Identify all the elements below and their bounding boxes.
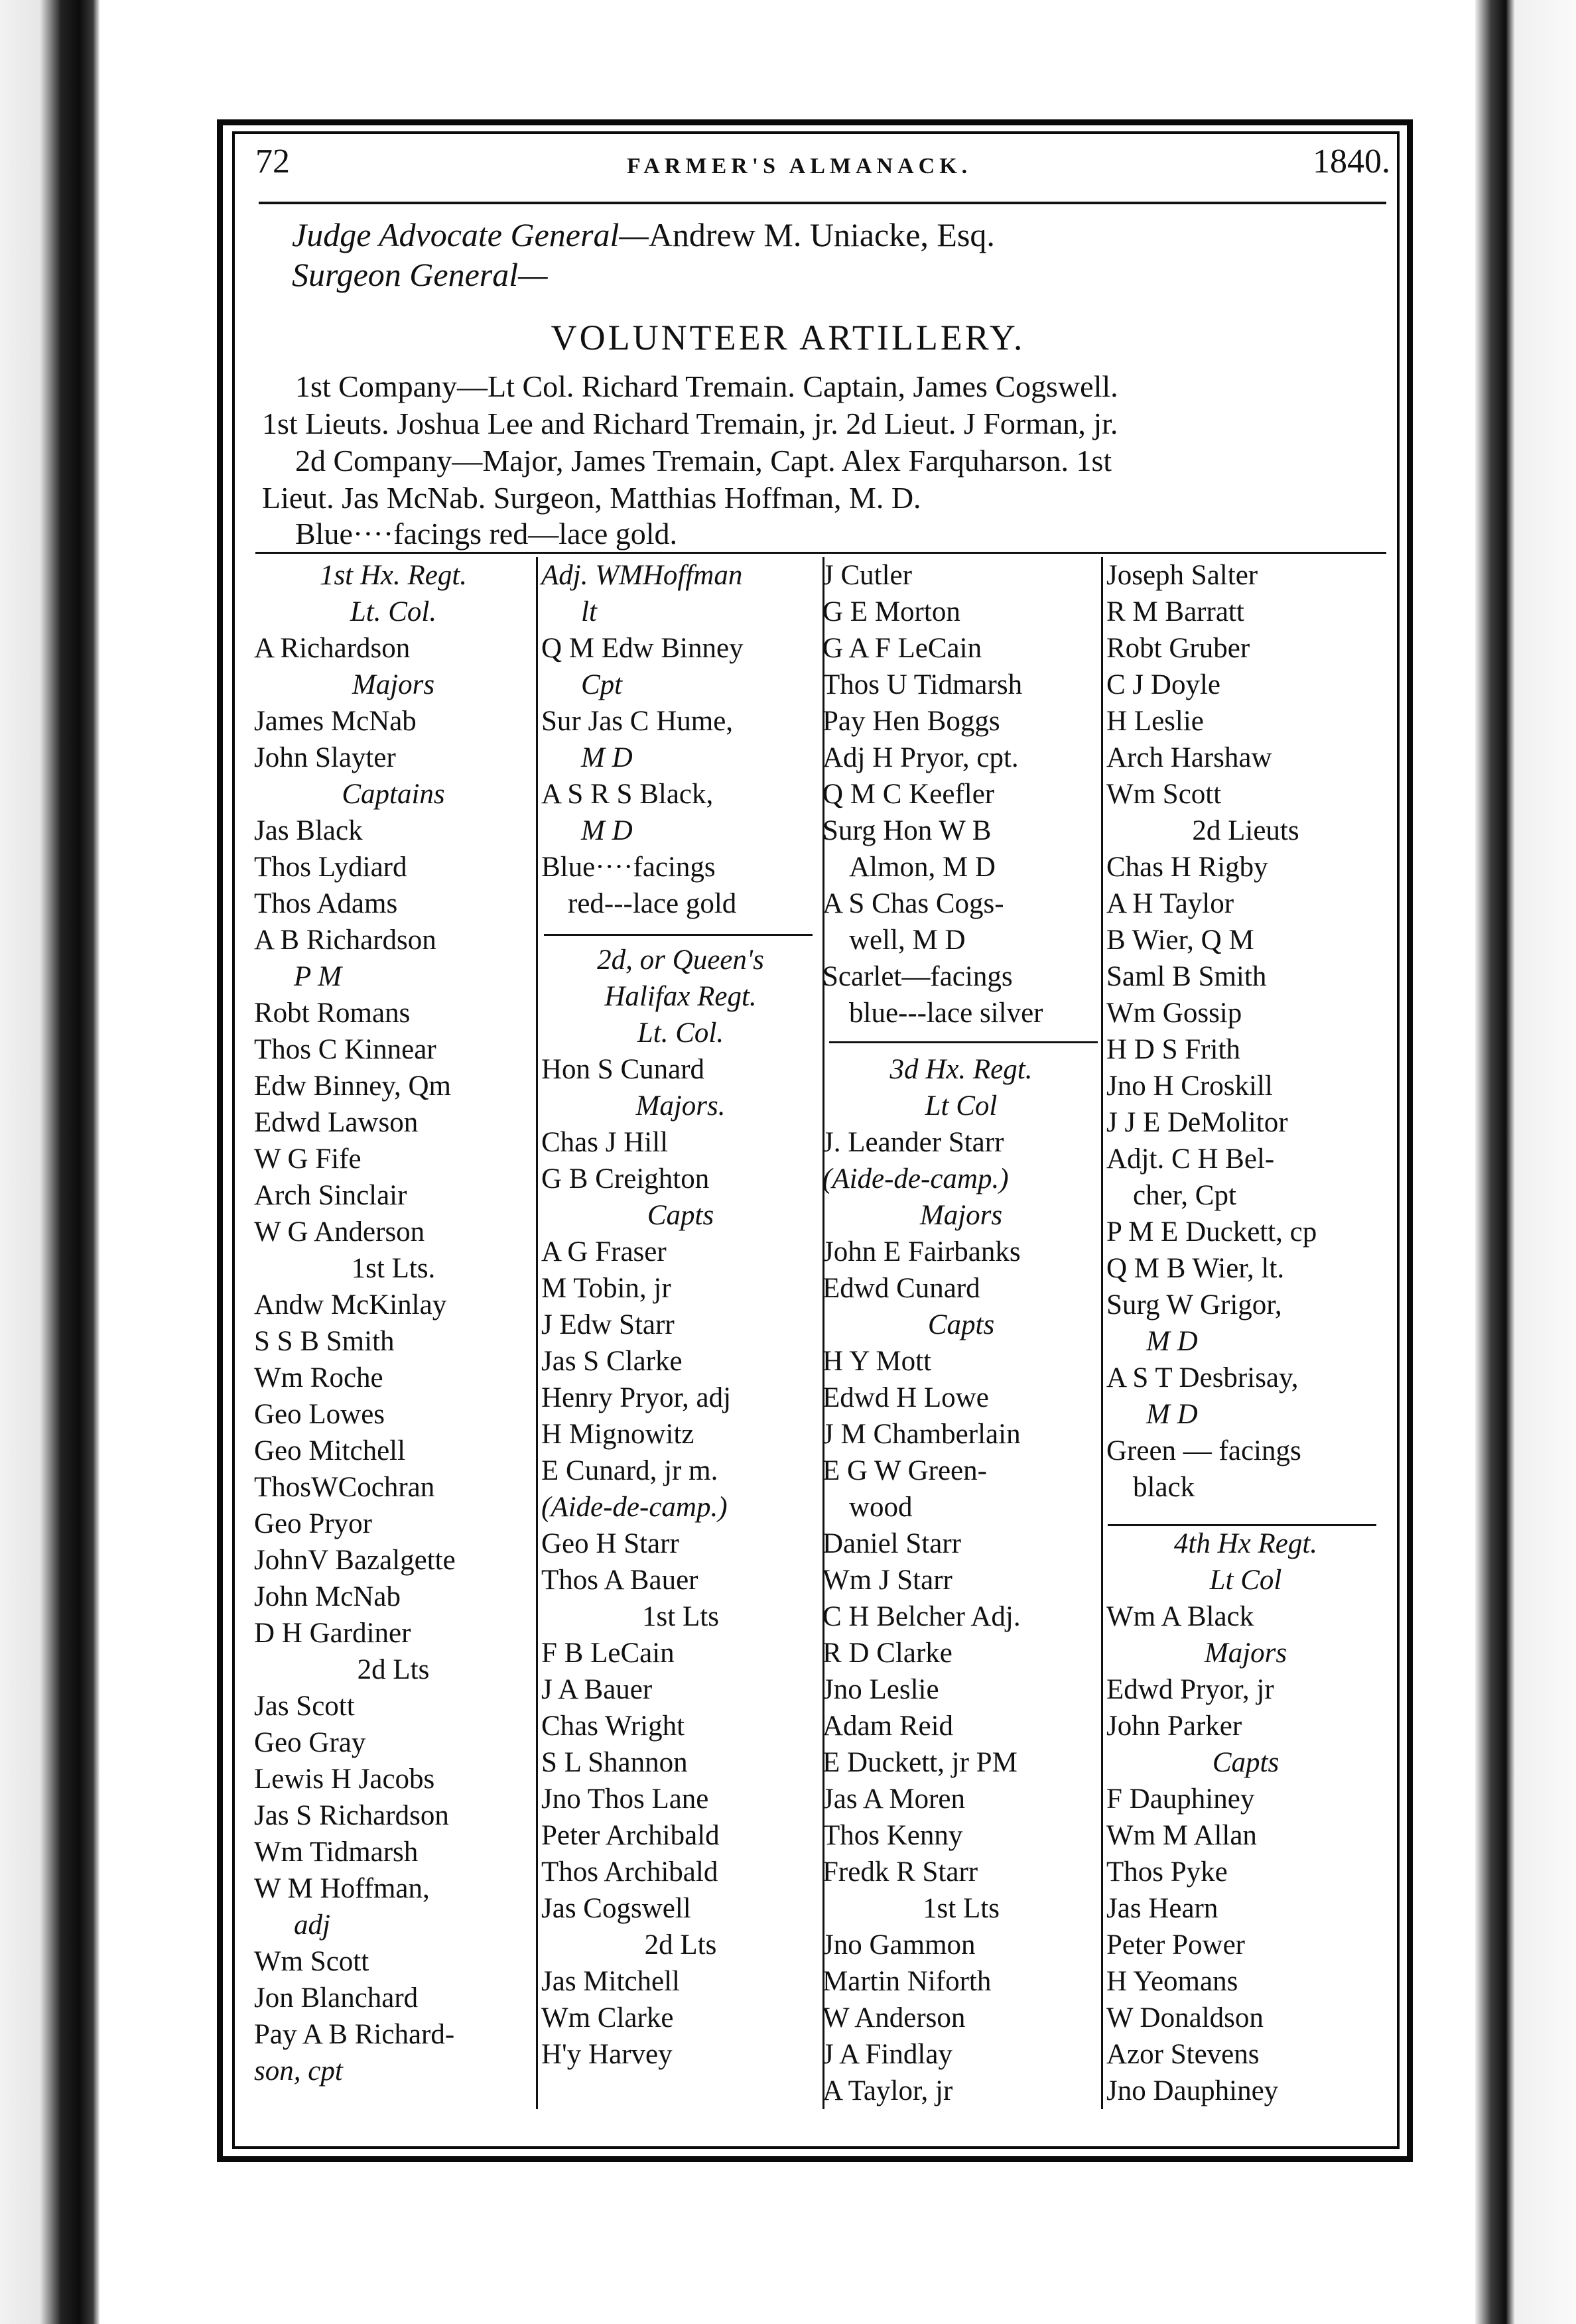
col2-entry: Halifax Regt.: [604, 981, 757, 1012]
surgeon-general-line: [292, 255, 548, 294]
col1-entry: James McNab: [254, 706, 417, 737]
col1-entry: S S B Smith: [254, 1326, 395, 1357]
col1-entry: W G Anderson: [254, 1216, 425, 1248]
col2-entry: Majors.: [635, 1090, 726, 1122]
col1-entry: Jas Black: [254, 815, 363, 846]
col3-entry: W Anderson: [822, 2002, 966, 2033]
col1-entry: Geo Gray: [254, 1727, 366, 1758]
year: 1840.: [1313, 143, 1390, 180]
col2-entry: A S R S Black,: [541, 779, 714, 810]
col3-entry: 1st Lts: [923, 1893, 1000, 1924]
col1-entry: Wm Tidmarsh: [254, 1837, 419, 1868]
col1-entry: adj: [294, 1909, 330, 1941]
col3-entry: John E Fairbanks: [822, 1236, 1021, 1267]
col1-entry: John Slayter: [254, 742, 396, 773]
col1-entry: Jas Scott: [254, 1691, 355, 1722]
col1-entry: W M Hoffman,: [254, 1873, 430, 1904]
col2-section-rule: [544, 934, 813, 936]
col1-entry: Edw Binney, Qm: [254, 1070, 451, 1102]
col1-entry: Jas S Richardson: [254, 1800, 449, 1831]
col4-entry: Saml B Smith: [1106, 961, 1267, 992]
running-title: FARMER'S ALMANACK.: [627, 154, 972, 178]
col2-entry: Peter Archibald: [541, 1820, 720, 1851]
col4-entry: R M Barratt: [1106, 596, 1244, 627]
col1-entry: Andw McKinlay: [254, 1289, 447, 1321]
col3-entry: blue---lace silver: [849, 998, 1043, 1029]
col2-entry: Sur Jas C Hume,: [541, 706, 734, 737]
col4-entry: J J E DeMolitor: [1106, 1107, 1288, 1138]
artillery-line-3: 2d Company—Major, James Tremain, Capt. Alex Farquharson. 1st: [295, 444, 1112, 478]
col4-entry: Robt Gruber: [1106, 633, 1250, 664]
col3-entry: Jno Gammon: [822, 1929, 976, 1961]
col4-entry: H D S Frith: [1106, 1034, 1240, 1065]
col1-entry: son, cpt: [254, 2055, 343, 2087]
judge-advocate-label: Judge Advocate General—: [292, 216, 649, 253]
col4-entry: Chas H Rigby: [1106, 852, 1268, 883]
col3-entry: Edwd Cunard: [822, 1273, 980, 1304]
col1-entry: Thos Lydiard: [254, 852, 407, 883]
judge-advocate-name: Andrew M. Uniacke, Esq.: [648, 216, 995, 253]
col3-entry: J Cutler: [822, 560, 912, 591]
artillery-line-2: 1st Lieuts. Joshua Lee and Richard Tremain, jr. 2d Lieut. J Forman, jr.: [262, 407, 1118, 440]
col1-entry: Lewis H Jacobs: [254, 1764, 435, 1795]
col4-entry: Jas Hearn: [1106, 1893, 1218, 1924]
col1-entry: Wm Scott: [254, 1946, 369, 1977]
col2-entry: Geo H Starr: [541, 1528, 679, 1559]
col3-entry: Fredk R Starr: [822, 1856, 978, 1888]
col2-entry: J A Bauer: [541, 1674, 653, 1705]
col3-entry: Surg Hon W B: [822, 815, 992, 846]
col3-entry: Scarlet—facings: [822, 961, 1013, 992]
col4-entry: 2d Lieuts: [1192, 815, 1299, 846]
col3-entry: well, M D: [849, 925, 966, 956]
col2-entry: H Mignowitz: [541, 1419, 694, 1450]
col4-entry: Thos Pyke: [1106, 1856, 1228, 1888]
col4-entry: Peter Power: [1106, 1929, 1245, 1961]
col4-entry: Wm M Allan: [1106, 1820, 1257, 1851]
col3-entry: wood: [849, 1492, 913, 1523]
col2-entry: Cpt: [581, 669, 623, 700]
col2-entry: Wm Clarke: [541, 2002, 674, 2033]
col1-entry: A Richardson: [254, 633, 411, 664]
col4-entry: C J Doyle: [1106, 669, 1220, 700]
col2-entry: M Tobin, jr: [541, 1273, 671, 1304]
col3-entry: Pay Hen Boggs: [822, 706, 1000, 737]
col1-entry: Arch Sinclair: [254, 1180, 407, 1211]
col4-entry: Lt Col: [1209, 1565, 1282, 1596]
col2-entry: Jno Thos Lane: [541, 1783, 709, 1815]
col2-entry: Henry Pryor, adj: [541, 1382, 732, 1413]
col2-entry: (Aide-de-camp.): [541, 1492, 728, 1523]
col2-entry: Hon S Cunard: [541, 1054, 705, 1085]
col2-entry: Capts: [647, 1200, 714, 1231]
col2-entry: 2d, or Queen's: [597, 944, 764, 976]
col3-entry: C H Belcher Adj.: [822, 1601, 1021, 1632]
col1-entry: Pay A B Richard-: [254, 2019, 455, 2050]
col3-entry: J A Findlay: [822, 2039, 952, 2070]
artillery-line-1: 1st Company—Lt Col. Richard Tremain. Captain, James Cogswell.: [295, 369, 1118, 403]
col3-entry: (Aide-de-camp.): [822, 1163, 1009, 1194]
col4-entry: John Parker: [1106, 1711, 1242, 1742]
col4-entry: Wm A Black: [1106, 1601, 1254, 1632]
col3-entry: Martin Niforth: [822, 1966, 992, 1997]
col2-entry: Jas Mitchell: [541, 1966, 680, 1997]
col4-entry: Green — facings: [1106, 1435, 1301, 1466]
col3-entry: E G W Green-: [822, 1455, 987, 1486]
section-title: VOLUNTEER ARTILLERY.: [551, 318, 1025, 357]
col1-entry: JohnV Bazalgette: [254, 1545, 456, 1576]
col3-entry: Adj H Pryor, cpt.: [822, 742, 1019, 773]
col4-entry: Jno Dauphiney: [1106, 2075, 1279, 2106]
col3-entry: 3d Hx. Regt.: [889, 1054, 1033, 1085]
col4-entry: Majors: [1204, 1638, 1287, 1669]
page-number: 72: [255, 143, 290, 180]
col1-entry: A B Richardson: [254, 925, 436, 956]
column-divider-3: [1101, 557, 1103, 2109]
col3-entry: Thos U Tidmarsh: [822, 669, 1023, 700]
col1-entry: 2d Lts: [357, 1654, 430, 1685]
col3-entry: Edwd H Lowe: [822, 1382, 989, 1413]
col3-entry: Jas A Moren: [822, 1783, 965, 1815]
col2-entry: H'y Harvey: [541, 2039, 673, 2070]
header-rule: [259, 202, 1386, 204]
col4-entry: Wm Gossip: [1106, 998, 1242, 1029]
col4-entry: H Yeomans: [1106, 1966, 1238, 1997]
col2-entry: red---lace gold: [568, 888, 737, 919]
col2-entry: S L Shannon: [541, 1747, 688, 1778]
col2-entry: J Edw Starr: [541, 1309, 675, 1340]
col3-entry: G A F LeCain: [822, 633, 982, 664]
col3-entry: Lt Col: [925, 1090, 998, 1122]
col3-entry: G E Morton: [822, 596, 960, 627]
col4-entry: H Leslie: [1106, 706, 1204, 737]
col1-entry: P M: [294, 961, 342, 992]
col2-entry: E Cunard, jr m.: [541, 1455, 718, 1486]
col3-entry: Majors: [919, 1200, 1003, 1231]
col1-entry: John McNab: [254, 1581, 401, 1612]
col3-entry: Q M C Keefler: [822, 779, 995, 810]
col3-entry: E Duckett, jr PM: [822, 1747, 1018, 1778]
col3-entry: Wm J Starr: [822, 1565, 952, 1596]
col3-entry: Almon, M D: [849, 852, 996, 883]
col4-entry: M D: [1146, 1326, 1198, 1357]
col1-entry: Geo Pryor: [254, 1508, 372, 1539]
col4-entry: Arch Harshaw: [1106, 742, 1272, 773]
col2-entry: F B LeCain: [541, 1638, 675, 1669]
columns-top-rule: [255, 552, 1386, 554]
col3-entry: A Taylor, jr: [822, 2075, 953, 2106]
col1-entry: Robt Romans: [254, 998, 411, 1029]
col2-entry: M D: [581, 815, 633, 846]
col4-entry: Wm Scott: [1106, 779, 1222, 810]
col1-entry: Wm Roche: [254, 1362, 383, 1393]
col4-entry: cher, Cpt: [1133, 1180, 1236, 1211]
col2-entry: 2d Lts: [644, 1929, 717, 1961]
col2-entry: 1st Lts: [642, 1601, 719, 1632]
column-divider-1: [536, 557, 538, 2109]
surgeon-general-label: Surgeon General—: [292, 256, 548, 293]
col1-entry: Jon Blanchard: [254, 1982, 419, 2014]
col2-entry: Adj. WMHoffman: [541, 560, 743, 591]
col1-entry: Majors: [352, 669, 435, 700]
col4-entry: P M E Duckett, cp: [1106, 1216, 1317, 1248]
col4-entry: F Dauphiney: [1106, 1783, 1255, 1815]
col1-entry: Geo Mitchell: [254, 1435, 406, 1466]
col4-entry: 4th Hx Regt.: [1173, 1528, 1318, 1559]
col4-entry: black: [1133, 1472, 1195, 1503]
col1-entry: 1st Hx. Regt.: [319, 560, 468, 591]
col4-entry: W Donaldson: [1106, 2002, 1264, 2033]
artillery-line-4: Lieut. Jas McNab. Surgeon, Matthias Hoffman, M. D.: [262, 481, 921, 515]
col2-entry: Chas J Hill: [541, 1127, 669, 1158]
col2-entry: Jas Cogswell: [541, 1893, 691, 1924]
col3-entry: Jno Leslie: [822, 1674, 939, 1705]
artillery-line-5: Blue····facings red—lace gold.: [295, 517, 678, 550]
col1-entry: Edwd Lawson: [254, 1107, 419, 1138]
col2-entry: Q M Edw Binney: [541, 633, 744, 664]
col3-entry: J. Leander Starr: [822, 1127, 1004, 1158]
col3-entry: J M Chamberlain: [822, 1419, 1021, 1450]
col1-entry: Thos C Kinnear: [254, 1034, 436, 1065]
col4-entry: Edwd Pryor, jr: [1106, 1674, 1274, 1705]
col4-entry: Surg W Grigor,: [1106, 1289, 1282, 1321]
col2-entry: A G Fraser: [541, 1236, 667, 1267]
col2-entry: Thos Archibald: [541, 1856, 718, 1888]
col1-entry: 1st Lts.: [351, 1253, 436, 1284]
col4-entry: B Wier, Q M: [1106, 925, 1254, 956]
col4-entry: Joseph Salter: [1106, 560, 1258, 591]
col2-entry: M D: [581, 742, 633, 773]
col4-entry: Jno H Croskill: [1106, 1070, 1273, 1102]
col4-entry: Q M B Wier, lt.: [1106, 1253, 1285, 1284]
col2-entry: Blue····facings: [541, 852, 716, 883]
col3-entry: H Y Mott: [822, 1346, 932, 1377]
col4-entry: Azor Stevens: [1106, 2039, 1260, 2070]
col4-entry: A H Taylor: [1106, 888, 1234, 919]
col4-entry: Adjt. C H Bel-: [1106, 1143, 1275, 1175]
col2-entry: Thos A Bauer: [541, 1565, 698, 1596]
col1-entry: Captains: [342, 779, 445, 810]
col2-entry: lt: [581, 596, 597, 627]
col4-entry: M D: [1146, 1399, 1198, 1430]
col3-entry: A S Chas Cogs-: [822, 888, 1004, 919]
col2-entry: Chas Wright: [541, 1711, 685, 1742]
judge-advocate-line: [292, 216, 995, 254]
col3-entry: Capts: [927, 1309, 995, 1340]
col1-entry: W G Fife: [254, 1143, 361, 1175]
col2-entry: Jas S Clarke: [541, 1346, 683, 1377]
col1-entry: Geo Lowes: [254, 1399, 385, 1430]
col4-entry: A S T Desbrisay,: [1106, 1362, 1299, 1393]
col3-section-rule: [829, 1041, 1098, 1043]
col3-entry: Thos Kenny: [822, 1820, 963, 1851]
col1-entry: Lt. Col.: [350, 596, 437, 627]
col3-entry: Adam Reid: [822, 1711, 954, 1742]
col3-entry: R D Clarke: [822, 1638, 952, 1669]
col1-entry: Thos Adams: [254, 888, 398, 919]
col4-entry: Capts: [1212, 1747, 1280, 1778]
col2-entry: G B Creighton: [541, 1163, 710, 1194]
col3-entry: Daniel Starr: [822, 1528, 961, 1559]
col2-entry: Lt. Col.: [637, 1017, 724, 1049]
col1-entry: ThosWCochran: [254, 1472, 435, 1503]
col1-entry: D H Gardiner: [254, 1618, 411, 1649]
